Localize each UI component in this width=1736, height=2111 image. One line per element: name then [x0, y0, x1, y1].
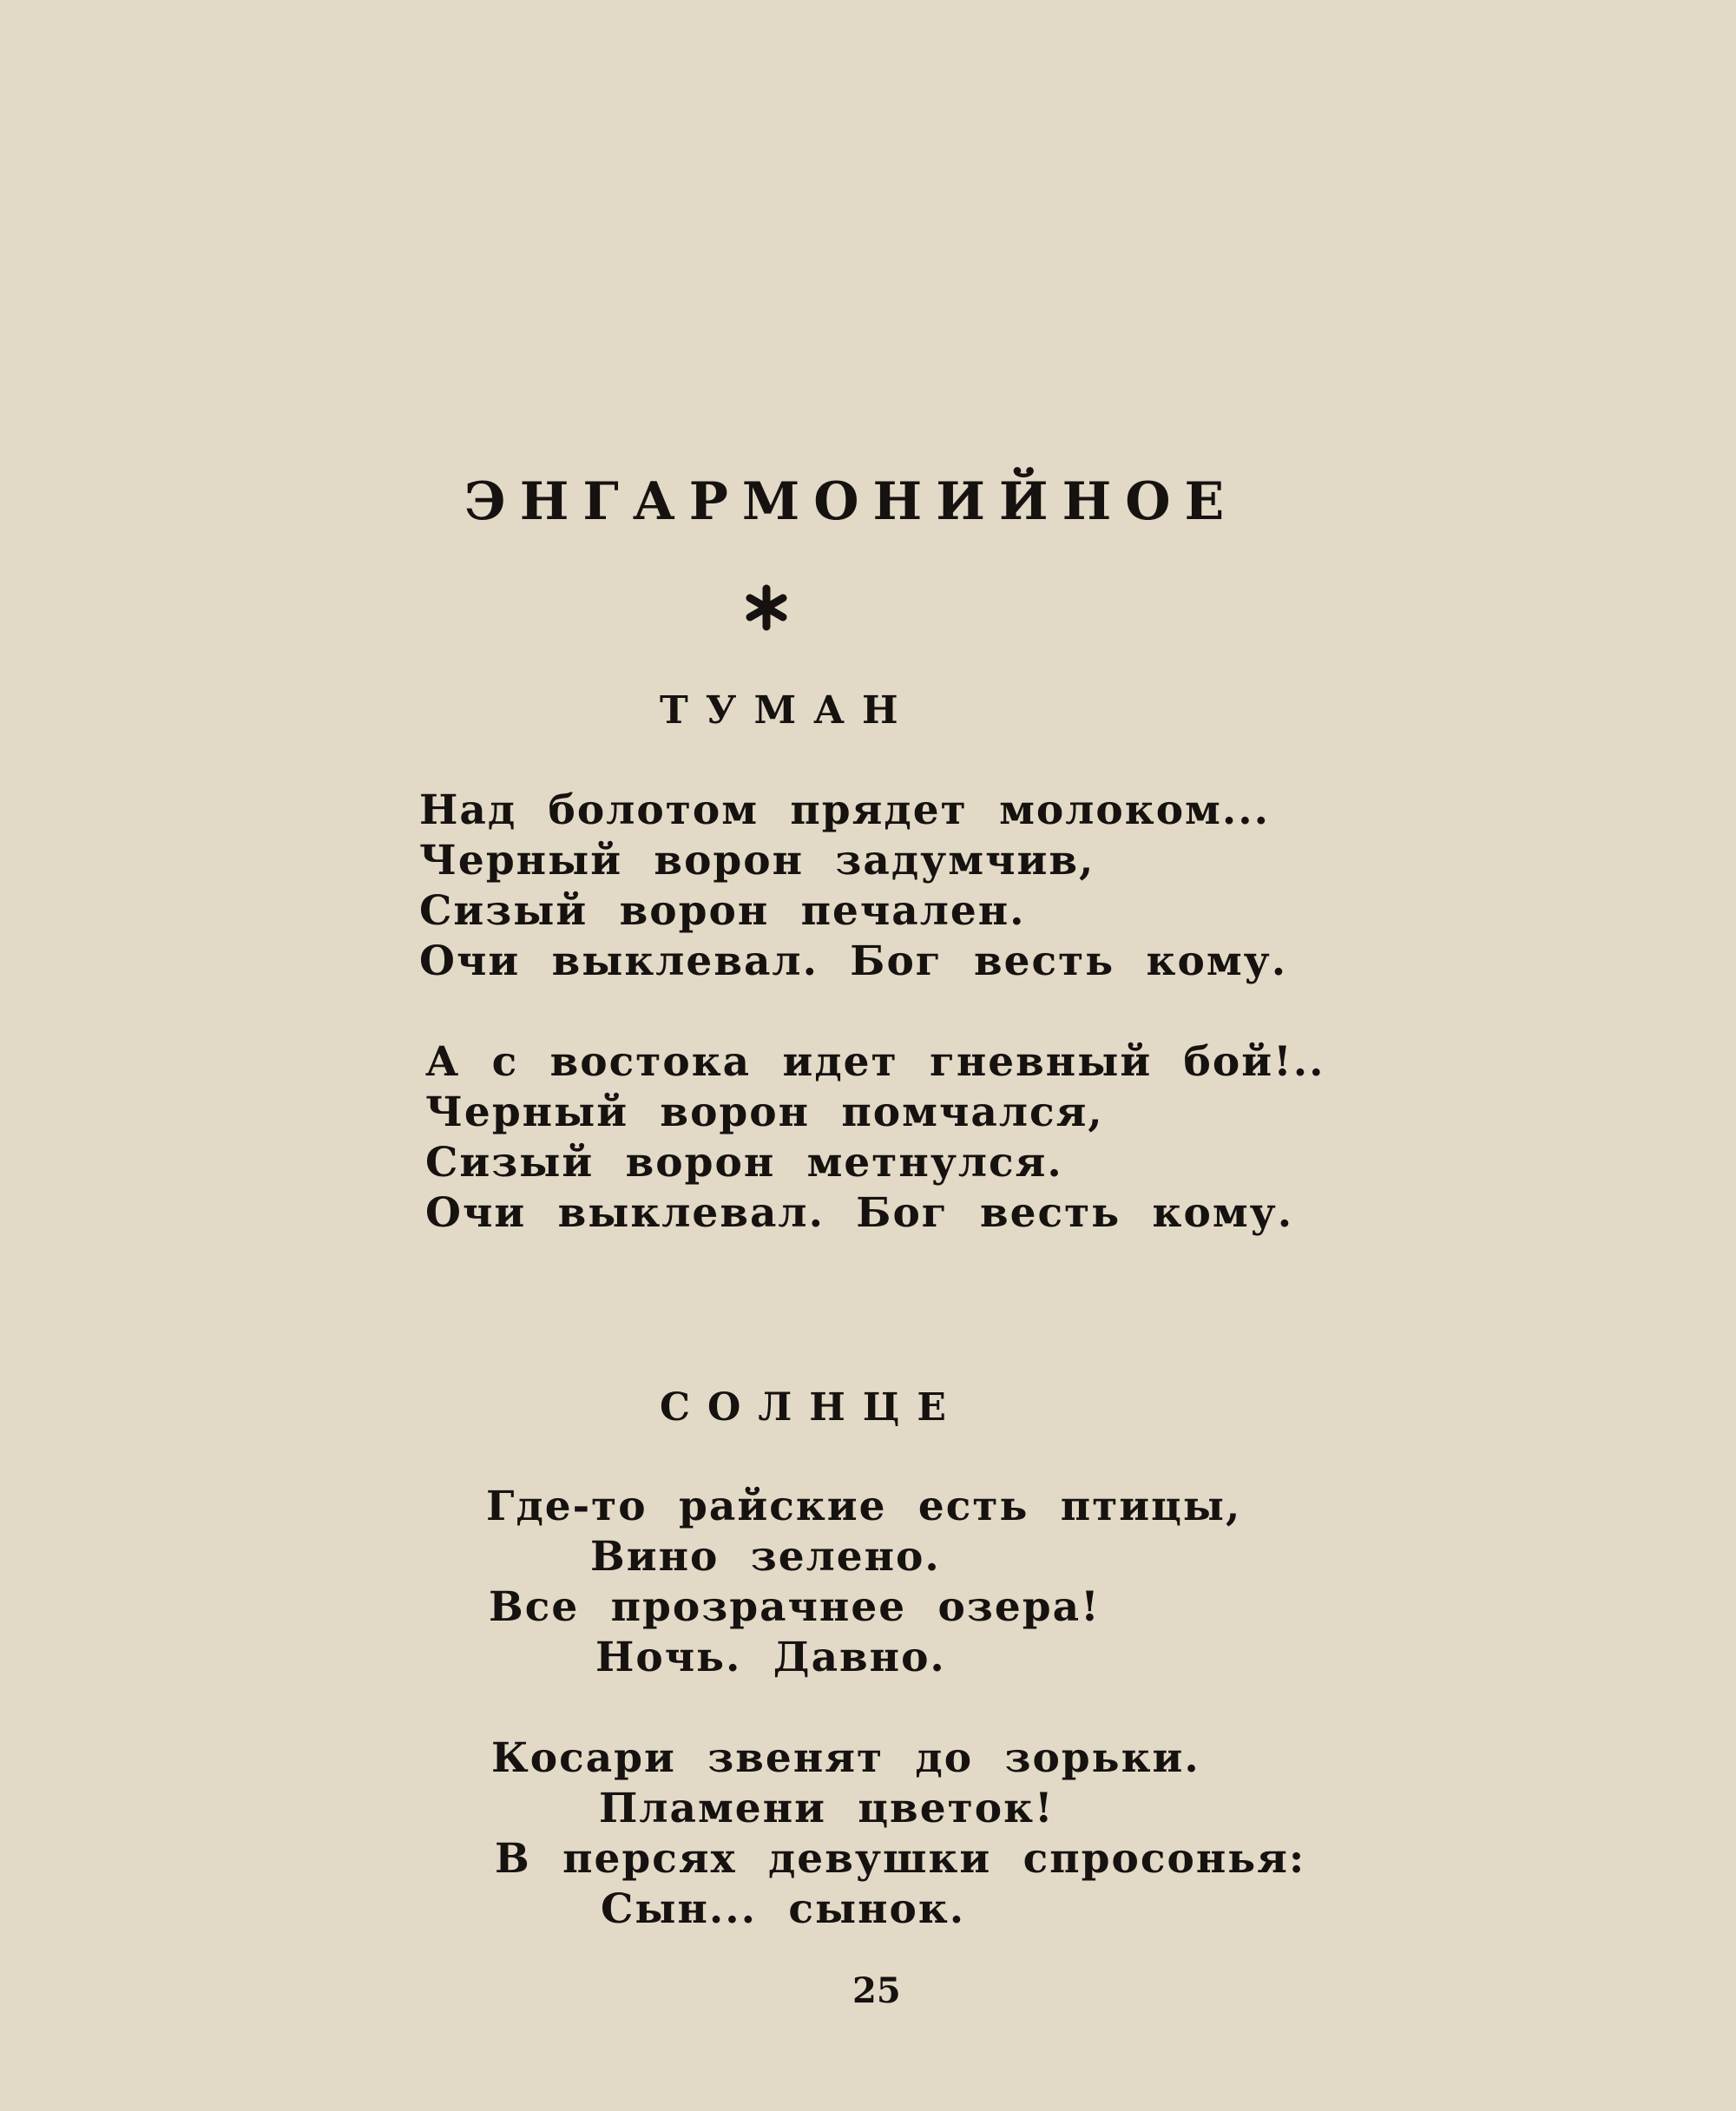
poem-title-tuman: ТУМАН	[660, 688, 916, 733]
poem-line: Вино зелено.	[590, 1533, 941, 1581]
asterisk-icon	[742, 583, 791, 632]
poem-line: Черный ворон задумчив,	[419, 837, 1095, 885]
poem-line: Пламени цветок!	[599, 1785, 1055, 1832]
page-number: 25	[852, 1970, 901, 2011]
poem-title-solntse: СОЛНЦЕ	[660, 1385, 963, 1430]
poem-line: Черный ворон помчался,	[425, 1088, 1104, 1136]
poem-line: В персях девушки спросонья:	[495, 1835, 1306, 1883]
poem-line: Сизый ворон печален.	[419, 887, 1026, 935]
poem-line: Где-то райские есть птицы,	[486, 1483, 1242, 1530]
poem-line: Очи выклевал. Бог весть кому.	[425, 1189, 1294, 1237]
poem-line: Все прозрачнее озера!	[489, 1583, 1101, 1631]
section-title: ЭНГАРМОНИЙНОЕ	[464, 471, 1239, 532]
poem-line: Над болотом прядет молоком...	[419, 786, 1270, 834]
poem-line: Сизый ворон метнулся.	[425, 1139, 1063, 1187]
poem-line: Ночь. Давно.	[595, 1634, 946, 1681]
poem-line: Очи выклевал. Бог весть кому.	[419, 937, 1288, 985]
poem-line: А с востока идет гневный бой!..	[425, 1038, 1325, 1086]
poem-line: Сын... сынок.	[601, 1885, 966, 1933]
poem-line: Косари звенят до зорьки.	[491, 1734, 1200, 1782]
